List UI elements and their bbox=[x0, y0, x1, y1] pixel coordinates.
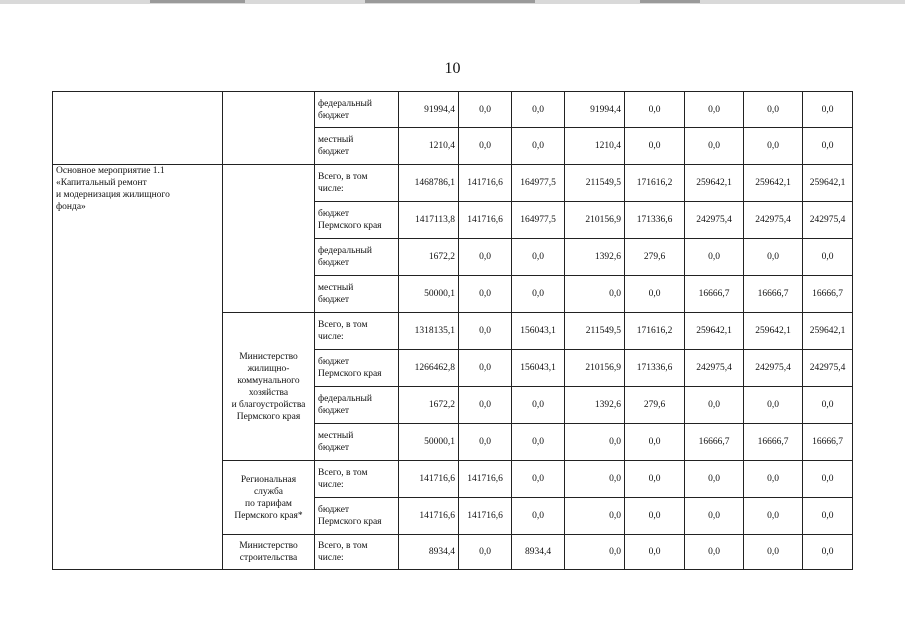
funding-source: Всего, в том числе: bbox=[315, 313, 399, 350]
executor-tariff-service: Региональная служба по тарифам Пермского края* bbox=[223, 461, 315, 535]
value-cell: 0,0 bbox=[459, 239, 512, 276]
value-cell: 0,0 bbox=[625, 276, 685, 313]
funding-source: Всего, в том числе: bbox=[315, 535, 399, 570]
value-cell: 0,0 bbox=[685, 498, 744, 535]
funding-source: местный бюджет bbox=[315, 424, 399, 461]
value-cell: 1672,2 bbox=[399, 387, 459, 424]
value-cell: 0,0 bbox=[565, 276, 625, 313]
value-cell: 0,0 bbox=[512, 424, 565, 461]
value-cell: 0,0 bbox=[625, 92, 685, 128]
value-cell: 0,0 bbox=[744, 461, 803, 498]
value-cell: 0,0 bbox=[459, 313, 512, 350]
value-cell: 141716,6 bbox=[459, 165, 512, 202]
value-cell: 141716,6 bbox=[459, 202, 512, 239]
table-body bbox=[53, 92, 853, 570]
funding-source: Всего, в том числе: bbox=[315, 165, 399, 202]
value-cell: 141716,6 bbox=[399, 461, 459, 498]
value-cell: 8934,4 bbox=[399, 535, 459, 570]
value-cell: 0,0 bbox=[512, 92, 565, 128]
funding-source: Всего, в том числе: bbox=[315, 461, 399, 498]
funding-source: бюджет Пермского края bbox=[315, 202, 399, 239]
value-cell: 171336,6 bbox=[625, 350, 685, 387]
value-cell: 1392,6 bbox=[565, 239, 625, 276]
value-cell: 0,0 bbox=[512, 239, 565, 276]
value-cell: 141716,6 bbox=[459, 498, 512, 535]
value-cell: 0,0 bbox=[803, 498, 853, 535]
value-cell: 1266462,8 bbox=[399, 350, 459, 387]
value-cell: 0,0 bbox=[459, 387, 512, 424]
funding-source: федеральный бюджет bbox=[315, 239, 399, 276]
value-cell: 171616,2 bbox=[625, 313, 685, 350]
value-cell: 259642,1 bbox=[744, 313, 803, 350]
value-cell: 0,0 bbox=[459, 92, 512, 128]
value-cell: 0,0 bbox=[459, 424, 512, 461]
executor-ministry-housing: Министерство жилищно- коммунального хозяйства и благоустройства Пермского края bbox=[223, 313, 315, 461]
value-cell: 0,0 bbox=[459, 276, 512, 313]
value-cell: 0,0 bbox=[565, 535, 625, 570]
value-cell: 0,0 bbox=[744, 535, 803, 570]
value-cell: 1672,2 bbox=[399, 239, 459, 276]
value-cell: 242975,4 bbox=[685, 202, 744, 239]
value-cell: 259642,1 bbox=[744, 165, 803, 202]
value-cell: 210156,9 bbox=[565, 350, 625, 387]
funding-source: федеральный бюджет bbox=[315, 387, 399, 424]
value-cell: 16666,7 bbox=[744, 276, 803, 313]
value-cell: 242975,4 bbox=[685, 350, 744, 387]
value-cell: 171616,2 bbox=[625, 165, 685, 202]
measure-title: Основное мероприятие 1.1 «Капитальный ремонт и модернизация жилищного фонда» bbox=[53, 165, 223, 570]
value-cell: 0,0 bbox=[512, 128, 565, 165]
funding-source: местный бюджет bbox=[315, 276, 399, 313]
value-cell: 8934,4 bbox=[512, 535, 565, 570]
value-cell: 242975,4 bbox=[803, 350, 853, 387]
page-number: 10 bbox=[444, 60, 461, 77]
funding-source: бюджет Пермского края bbox=[315, 498, 399, 535]
value-cell: 141716,6 bbox=[459, 461, 512, 498]
executor-cell-empty bbox=[223, 165, 315, 313]
value-cell: 0,0 bbox=[512, 461, 565, 498]
value-cell: 141716,6 bbox=[399, 498, 459, 535]
table-row bbox=[53, 92, 853, 128]
value-cell: 0,0 bbox=[803, 128, 853, 165]
value-cell: 0,0 bbox=[625, 128, 685, 165]
value-cell: 259642,1 bbox=[685, 313, 744, 350]
value-cell: 0,0 bbox=[744, 387, 803, 424]
value-cell: 211549,5 bbox=[565, 165, 625, 202]
value-cell: 0,0 bbox=[744, 239, 803, 276]
value-cell: 0,0 bbox=[685, 128, 744, 165]
value-cell: 0,0 bbox=[803, 92, 853, 128]
funding-source: местный бюджет bbox=[315, 128, 399, 165]
value-cell: 91994,4 bbox=[565, 92, 625, 128]
value-cell: 211549,5 bbox=[565, 313, 625, 350]
value-cell: 0,0 bbox=[459, 128, 512, 165]
value-cell: 279,6 bbox=[625, 387, 685, 424]
measure-cell-empty bbox=[53, 92, 223, 165]
value-cell: 1210,4 bbox=[565, 128, 625, 165]
funding-source: бюджет Пермского края bbox=[315, 350, 399, 387]
value-cell: 156043,1 bbox=[512, 313, 565, 350]
value-cell: 0,0 bbox=[512, 276, 565, 313]
value-cell: 0,0 bbox=[512, 387, 565, 424]
value-cell: 164977,5 bbox=[512, 165, 565, 202]
value-cell: 50000,1 bbox=[399, 424, 459, 461]
value-cell: 91994,4 bbox=[399, 92, 459, 128]
value-cell: 16666,7 bbox=[803, 424, 853, 461]
value-cell: 1468786,1 bbox=[399, 165, 459, 202]
value-cell: 0,0 bbox=[744, 128, 803, 165]
value-cell: 171336,6 bbox=[625, 202, 685, 239]
value-cell: 16666,7 bbox=[744, 424, 803, 461]
value-cell: 0,0 bbox=[685, 535, 744, 570]
value-cell: 16666,7 bbox=[685, 276, 744, 313]
value-cell: 0,0 bbox=[625, 424, 685, 461]
value-cell: 0,0 bbox=[803, 535, 853, 570]
value-cell: 0,0 bbox=[803, 461, 853, 498]
value-cell: 0,0 bbox=[565, 424, 625, 461]
value-cell: 210156,9 bbox=[565, 202, 625, 239]
value-cell: 0,0 bbox=[625, 535, 685, 570]
value-cell: 0,0 bbox=[459, 535, 512, 570]
value-cell: 242975,4 bbox=[744, 350, 803, 387]
value-cell: 0,0 bbox=[803, 387, 853, 424]
value-cell: 0,0 bbox=[459, 350, 512, 387]
funding-source: федеральный бюджет bbox=[315, 92, 399, 128]
value-cell: 0,0 bbox=[512, 498, 565, 535]
value-cell: 242975,4 bbox=[744, 202, 803, 239]
value-cell: 50000,1 bbox=[399, 276, 459, 313]
value-cell: 0,0 bbox=[565, 498, 625, 535]
value-cell: 0,0 bbox=[685, 92, 744, 128]
value-cell: 0,0 bbox=[803, 239, 853, 276]
value-cell: 259642,1 bbox=[803, 313, 853, 350]
value-cell: 259642,1 bbox=[803, 165, 853, 202]
scan-mark bbox=[640, 0, 700, 3]
value-cell: 242975,4 bbox=[803, 202, 853, 239]
scan-mark bbox=[365, 0, 535, 3]
value-cell: 1417113,8 bbox=[399, 202, 459, 239]
value-cell: 0,0 bbox=[744, 92, 803, 128]
value-cell: 1392,6 bbox=[565, 387, 625, 424]
value-cell: 279,6 bbox=[625, 239, 685, 276]
scan-mark bbox=[150, 0, 245, 3]
table-row bbox=[53, 165, 853, 202]
executor-ministry-construction: Министерство строительства bbox=[223, 535, 315, 570]
value-cell: 156043,1 bbox=[512, 350, 565, 387]
value-cell: 0,0 bbox=[744, 498, 803, 535]
value-cell: 0,0 bbox=[685, 239, 744, 276]
value-cell: 0,0 bbox=[625, 498, 685, 535]
value-cell: 0,0 bbox=[565, 461, 625, 498]
value-cell: 164977,5 bbox=[512, 202, 565, 239]
value-cell: 1210,4 bbox=[399, 128, 459, 165]
budget-table bbox=[52, 91, 853, 570]
executor-cell-empty bbox=[223, 92, 315, 165]
value-cell: 1318135,1 bbox=[399, 313, 459, 350]
value-cell: 0,0 bbox=[685, 461, 744, 498]
value-cell: 16666,7 bbox=[685, 424, 744, 461]
value-cell: 0,0 bbox=[685, 387, 744, 424]
value-cell: 259642,1 bbox=[685, 165, 744, 202]
value-cell: 16666,7 bbox=[803, 276, 853, 313]
value-cell: 0,0 bbox=[625, 461, 685, 498]
